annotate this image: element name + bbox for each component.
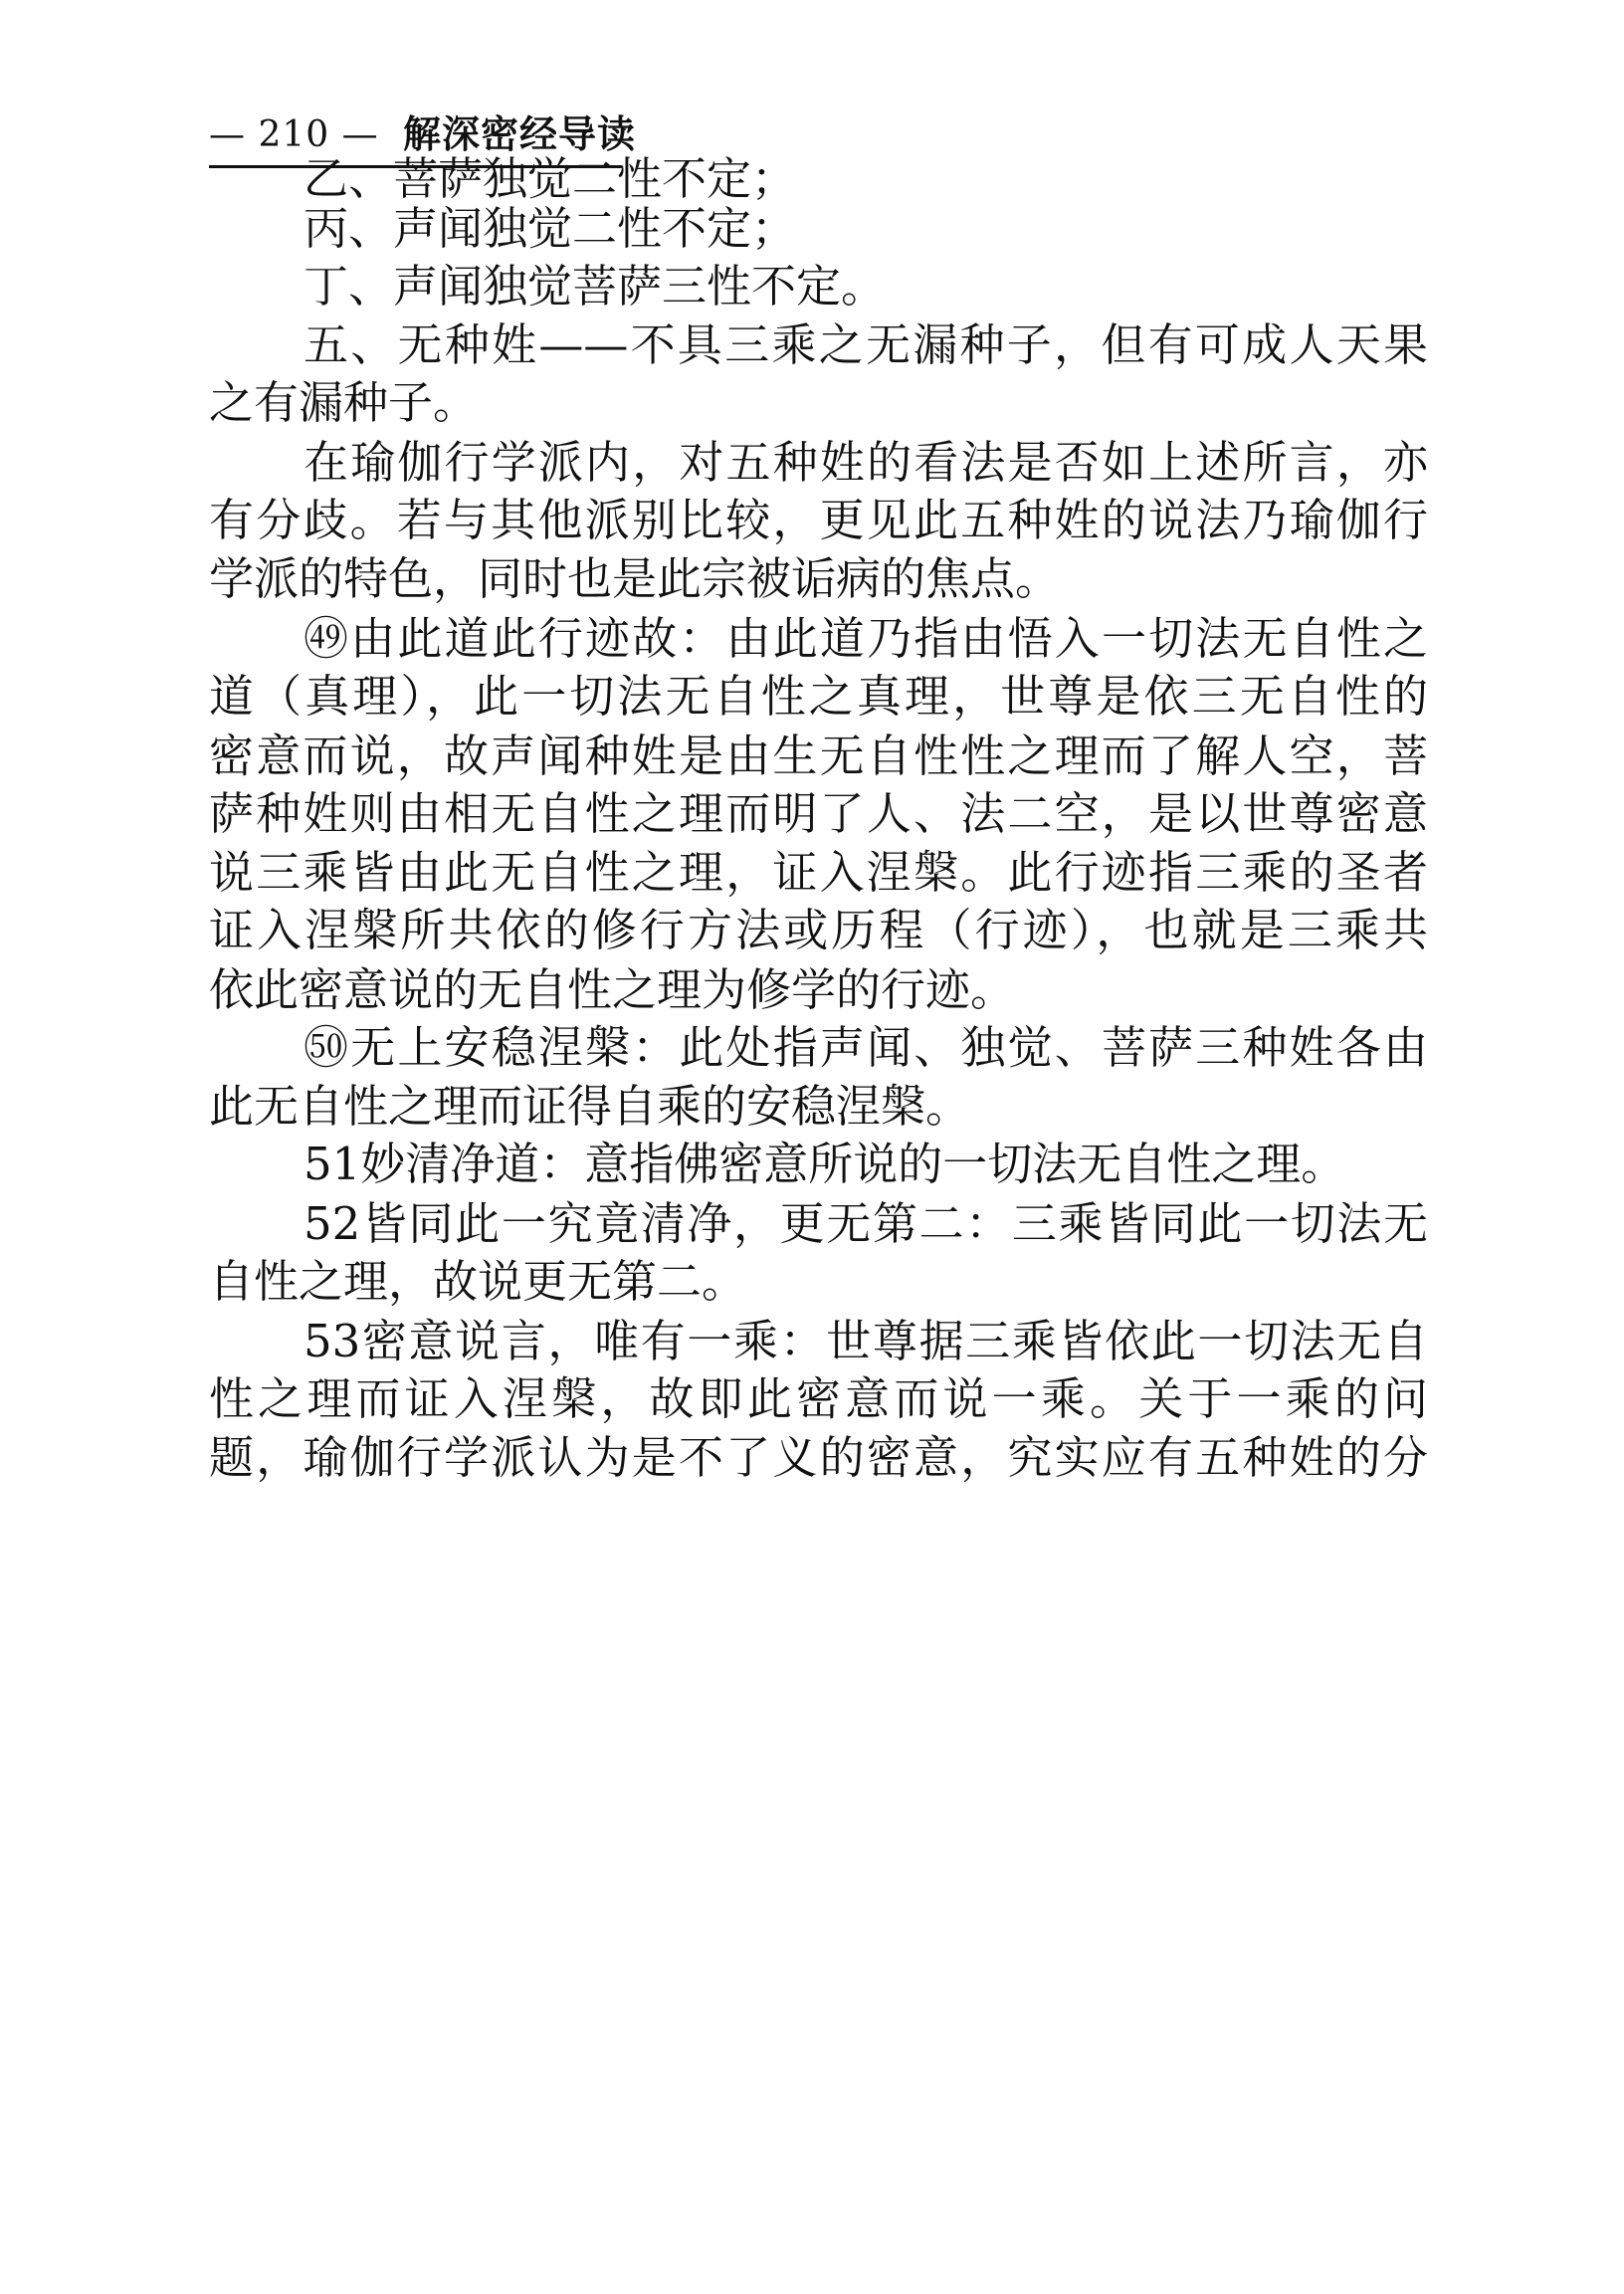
text-line: 此无自性之理而证得自乘的安稳涅槃。 [209, 1080, 971, 1133]
text-line: 自性之理，故说更无第二。 [209, 1255, 747, 1308]
text-line: 丁、声闻独觉菩萨三性不定。 [304, 260, 887, 313]
text-line: 丙、声闻独觉二性不定； [304, 202, 797, 255]
text-line: 53密意说言，唯有一乘：世尊据三乘皆依此一切法无自 [304, 1315, 1428, 1367]
text-line: 萨种姓则由相无自性之理而明了人、法二空，是以世尊密意 [209, 787, 1428, 840]
text-line: ㊿无上安稳涅槃：此处指声闻、独觉、菩萨三种姓各由 [304, 1021, 1428, 1074]
text-line: 乙、菩萨独觉二性不定； [304, 152, 797, 205]
text-line: 51妙清净道：意指佛密意所说的一切法无自性之理。 [304, 1138, 1346, 1190]
text-line: 学派的特色，同时也是此宗被诟病的焦点。 [209, 552, 1061, 605]
text-line: 52皆同此一究竟清净，更无第二：三乘皆同此一切法无 [304, 1197, 1428, 1250]
text-line: 在瑜伽行学派内，对五种姓的看法是否如上述所言，亦 [304, 436, 1428, 489]
text-line: 道（真理），此一切法无自性之真理，世尊是依三无自性的 [209, 670, 1428, 723]
text-line: 密意而说，故声闻种姓是由生无自性性之理而了解人空，菩 [209, 730, 1428, 782]
text-line: 之有漏种子。 [209, 376, 479, 429]
text-line: 依此密意说的无自性之理为修学的行迹。 [209, 963, 1016, 1016]
text-line: 有分歧。若与其他派别比较，更见此五种姓的说法乃瑜伽行 [209, 494, 1428, 546]
text-line: 性之理而证入涅槃，故即此密意而说一乘。关于一乘的问 [209, 1372, 1428, 1425]
text-line: 五、无种姓——不具三乘之无漏种子，但有可成人天果 [304, 318, 1428, 371]
text-line: 说三乘皆由此无自性之理，证入涅槃。此行迹指三乘的圣者 [209, 846, 1428, 899]
text-line: 证入涅槃所共依的修行方法或历程（行迹），也就是三乘共 [209, 904, 1428, 956]
text-line: 题，瑜伽行学派认为是不了义的密意，究实应有五种姓的分 [209, 1431, 1428, 1484]
text-line: ㊾由此道此行迹故：由此道乃指由悟入一切法无自性之 [304, 612, 1428, 665]
book-title: 解深密经导读 [403, 112, 637, 156]
page-number: — 210 — [209, 114, 379, 155]
